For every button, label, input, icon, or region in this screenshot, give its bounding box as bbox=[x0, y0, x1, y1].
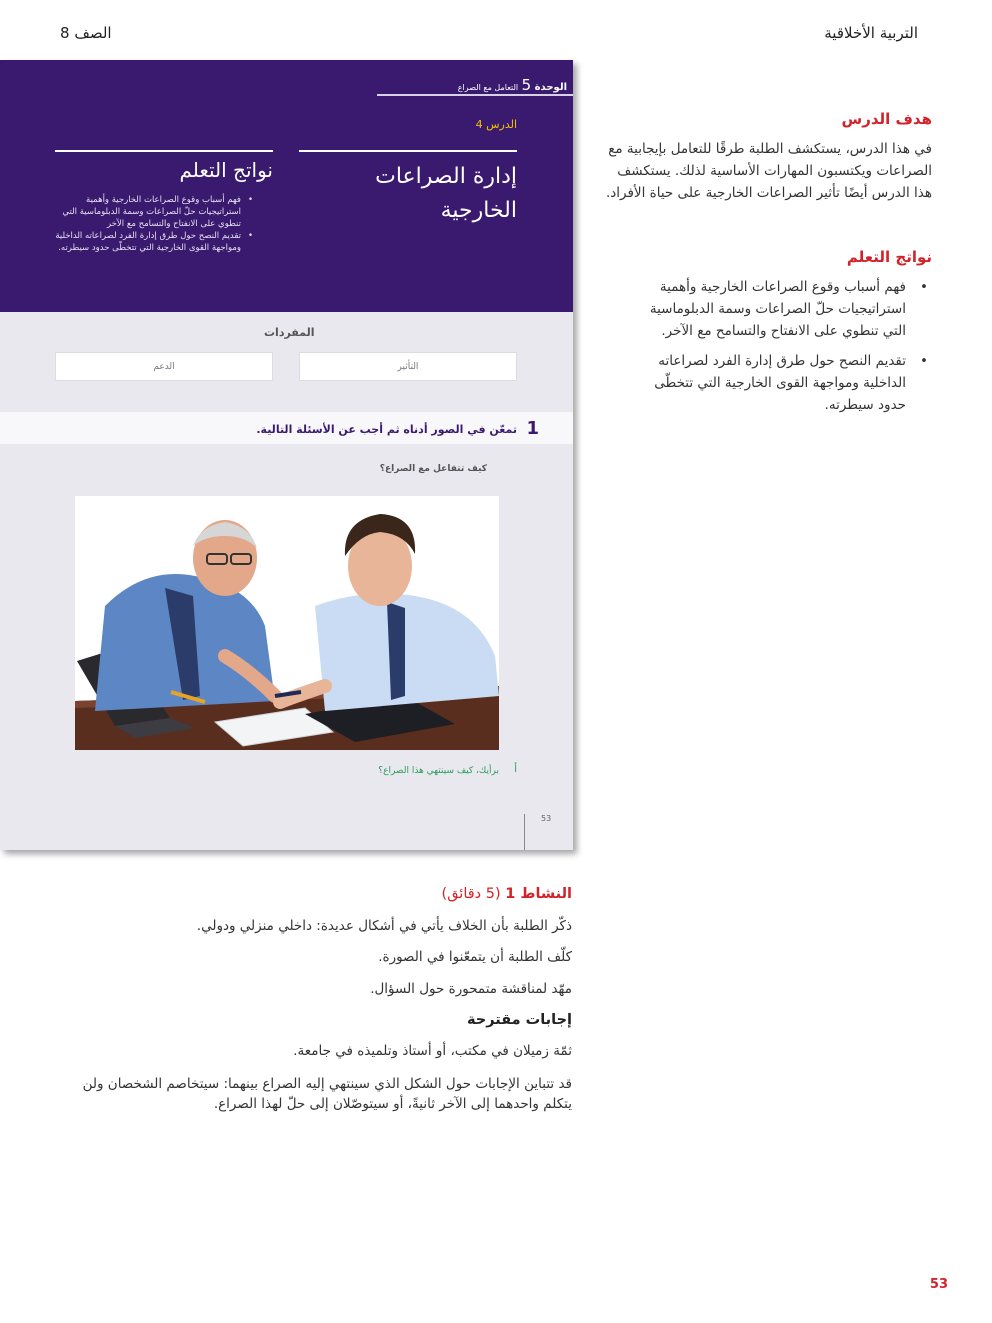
learning-outcomes-list bbox=[627, 276, 932, 424]
lesson-goal-text: في هذا الدرس، يستكشف الطلبة طرقًا للتعامل بإيجابية مع الصراعات ويكتسبون المهارات الأساسية لذلك. يستكشف هذا الدرس أيضًا تأثير الصراعات الخارجية على حياة الأفراد. bbox=[605, 141, 932, 201]
activity-number: 1 bbox=[526, 418, 539, 439]
thumbnail-page-number: 53 bbox=[541, 814, 552, 823]
lesson-goal-title: هدف الدرس bbox=[841, 110, 932, 128]
activity-instruction: تمعّن في الصور أدناه ثم أجب عن الأسئلة التالية. bbox=[256, 423, 517, 436]
vocab-title: المفردات bbox=[264, 326, 315, 339]
subject-title: التربية الأخلاقية bbox=[824, 24, 918, 42]
student-page-thumbnail bbox=[0, 60, 573, 850]
title-rule bbox=[299, 150, 517, 152]
activity-question: كيف تتفاعل مع الصراع؟ bbox=[379, 464, 487, 474]
activity1-title bbox=[442, 886, 572, 902]
page-number: 53 bbox=[929, 1277, 948, 1292]
thumbnail-outcome-item: • تقديم النصح حول طرق إدارة الفرد لصراعاته الداخلية ومواجهة القوى الخارجية التي تتخطّى حدود سيطرته. bbox=[55, 230, 255, 254]
page-number-rule bbox=[524, 814, 525, 850]
vocab-box: التأثير bbox=[299, 352, 517, 381]
lesson-number: الدرس 4 bbox=[475, 118, 517, 131]
grade-label: الصف 8 bbox=[60, 24, 112, 42]
lesson-title: إدارة الصراعات الخارجية bbox=[375, 164, 517, 223]
suggested-answers-title: إجابات مقترحة bbox=[467, 1012, 572, 1028]
outcome-item: • تقديم النصح حول طرق إدارة الفرد لصراعاته الداخلية ومواجهة القوى الخارجية التي تتخطّى حدود سيطرته. bbox=[627, 350, 932, 416]
thumbnail-outcomes-title: نواتج التعلم bbox=[179, 158, 273, 182]
outcome-item: • فهم أسباب وقوع الصراعات الخارجية وأهمية استراتيجيات حلّ الصراعات وسمة الدبلوماسية التي تنطوي على الانفتاح والتسامح مع الآخر. bbox=[627, 276, 932, 342]
activity1-line: ذكّر الطلبة بأن الخلاف يأتي في أشكال عديدة: داخلي منزلي ودولي. bbox=[196, 918, 572, 934]
prompt-letter: أ bbox=[514, 764, 517, 775]
activity1-line: كلّف الطلبة أن يتمعّنوا في الصورة. bbox=[378, 949, 572, 965]
unit-label bbox=[458, 76, 567, 94]
activity1-title-bold: النشاط 1 bbox=[505, 886, 572, 902]
thumbnail-outcome-item: • فهم أسباب وقوع الصراعات الخارجية وأهمية استراتيجيات حلّ الصراعات وسمة الدبلوماسية التي تنطوي على الانفتاح والتسامح مع الآخر bbox=[55, 194, 255, 230]
learning-outcomes-title: نواتج التعلم bbox=[846, 248, 932, 266]
discussion-photo bbox=[75, 496, 499, 750]
unit-underline bbox=[377, 94, 573, 96]
suggested-answer: ثمّة زميلان في مكتب، أو أستاذ وتلميذه في جامعة. bbox=[293, 1043, 572, 1059]
two-men-discussion-illustration bbox=[75, 496, 499, 750]
vocab-box: الدعم bbox=[55, 352, 273, 381]
unit-number: 5 bbox=[521, 76, 532, 94]
prompt-text: برأيك، كيف سينتهي هذا الصراع؟ bbox=[378, 766, 499, 776]
activity1-duration: (5 دقائق) bbox=[441, 886, 501, 902]
suggested-answer: قد تتباين الإجابات حول الشكل الذي سينتهي إليه الصراع بينهما: سيتخاصم الشخصان ولن يتكلم واحدهما إلى الآخر ثانيةً، أو سيتوصّلان إلى حلّ لهذا الصراع. bbox=[82, 1076, 572, 1112]
activity1-line: مهّد لمناقشة متمحورة حول السؤال. bbox=[370, 981, 572, 997]
unit-word: الوحدة bbox=[534, 82, 567, 93]
lesson-banner bbox=[0, 60, 573, 312]
thumbnail-outcomes-list bbox=[55, 194, 255, 254]
outcomes-rule bbox=[55, 150, 273, 152]
unit-name: التعامل مع الصراع bbox=[457, 83, 519, 92]
